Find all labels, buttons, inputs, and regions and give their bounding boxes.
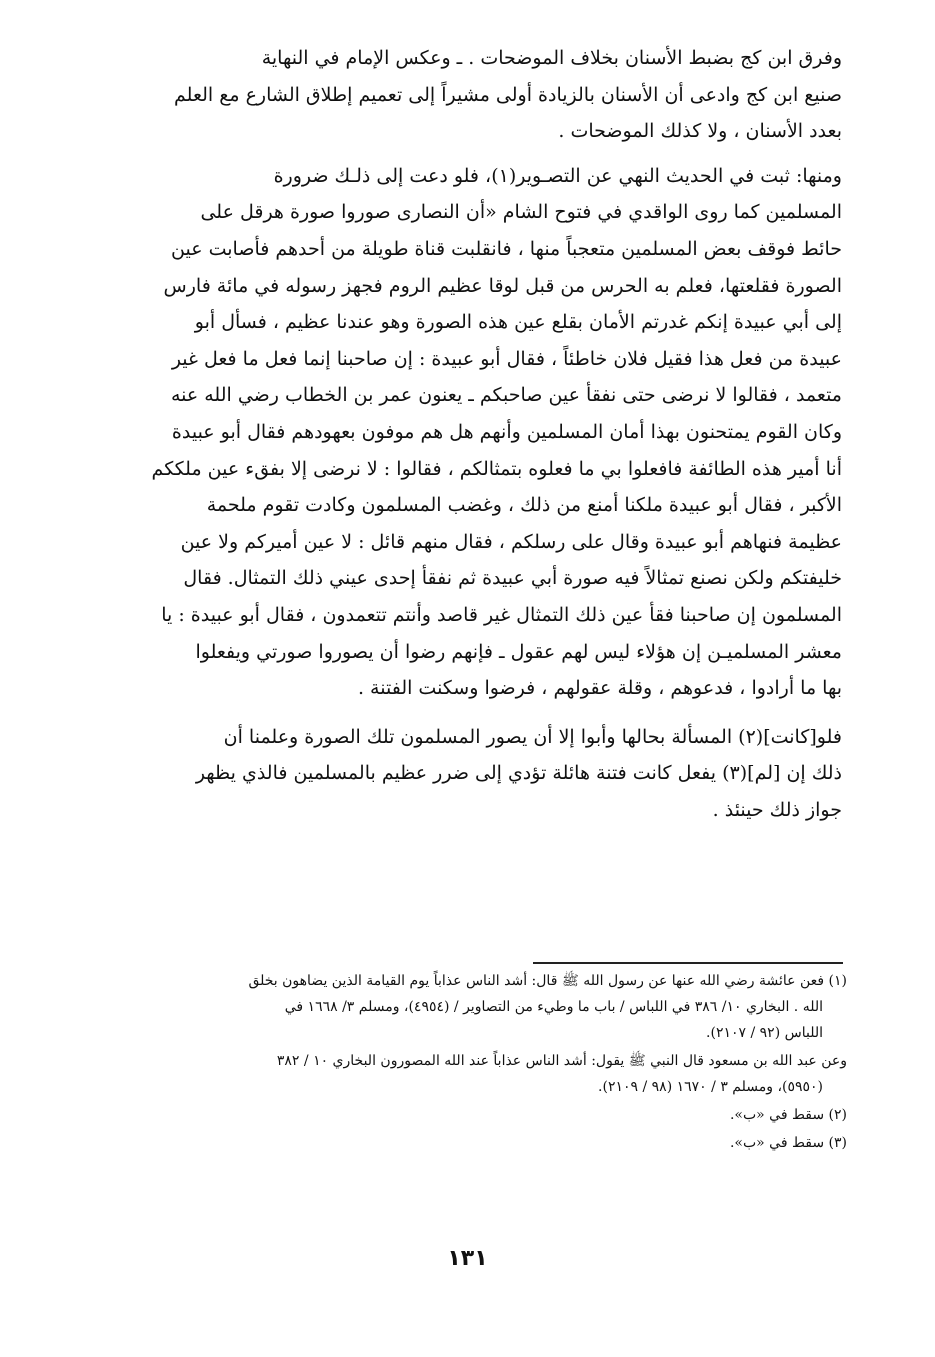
text-line: جواز ذلك حينئذ . [712,798,842,821]
footnote-line: (٣) سقط في «ب». [729,1135,847,1151]
text-line: إلى أبي عبيدة إنكم غدرتم الأمان بقلع عين هذه الصورة وهو عندنا عظيم ، فسأل أبو [194,311,842,334]
footnote-line: اللباس (٩٢ / ٢١٠٧). [706,1025,823,1041]
text-line: عظيمة فنهاهم أبو عبيدة وقال على رسلكم ، فقال منهم قائل : لا عين أميركم ولا عين [180,530,842,553]
footnote-3 [102,1130,847,1156]
main-text [102,40,842,840]
paragraph-3 [102,719,842,829]
text-line: وفرق ابن كج بضبط الأسنان بخلاف الموضحات . ـ وعكس الإمام في النهاية [261,47,842,69]
footnote-line: (٥٩٥٠)، ومسلم ٣ / ١٦٧٠ (٩٨ / ٢١٠٩). [598,1079,823,1095]
text-line: أنا أمير هذه الطائفة فافعلوا بي ما فعلوه بتمثالكم ، فقالوا : لا نرضى إلا بفقء عين ملككم [151,457,842,480]
text-line: وكان القوم يمتحنون بهذا أمان المسلمين وأنهم هل هم موفون بعهودهم فقال أبو عبيدة [171,420,842,443]
footnote-line: الله . البخاري ١٠/ ٣٨٦ في اللباس / باب ما وطيء من التصاوير / (٤٩٥٤)، ومسلم ٣/ ١٦٦٨ في [284,999,823,1015]
text-line: حائط فوقف بعض المسلمين متعجباً منها ، فانقلبت قناة طويلة من أحدهم فأصابت عين [171,237,842,260]
text-line: ذلك إن [لم](٣) يفعل كانت فتنة هائلة تؤدي إلى ضرر عظيم بالمسلمين فالذي يظهر [195,762,842,785]
footnote-line: (١) فعن عائشة رضي الله عنها عن رسول الله ﷺ قال: أشد الناس عذاباً يوم القيامة الذين يضاهون بخلق [248,973,847,989]
footnote-separator [533,962,843,964]
text-line: ومنها: ثبت في الحديث النهي عن التصـوير(١)، فلو دعت إلى ذلـك ضرورة [273,164,842,187]
text-line: المسلمون إن صاحبنا فقأ عين ذلك التمثال غير قاصد وأنتم تتعمدون ، فقال أبو عبيدة : يا [161,603,842,626]
footnote-line: وعن عبد الله بن مسعود قال النبي ﷺ يقول: أشد الناس عذاباً عند الله المصورون البخاري ١٠ / ٣٨٢ [276,1053,847,1069]
footnote-1 [102,968,847,1046]
paragraph-1 [102,40,842,150]
footnotes [102,968,847,1158]
text-line: بعدد الأسنان ، ولا كذلك الموضحات . [558,120,842,143]
text-line: صنيع ابن كج وادعى أن الأسنان بالزيادة أولى مشيراً إلى تعميم إطلاق الشارع مع العلم [174,83,842,106]
text-line: المسلمين كما روى الواقدي في فتوح الشام «أن النصارى صوروا صورة هرقل على [200,201,842,224]
footnote-line: (٢) سقط في «ب». [729,1107,847,1123]
paragraph-2 [102,158,842,707]
text-line: الصورة فقلعتها، فعلم به الحرس من قبل لوقا عظيم الروم فجهز رسوله في مائة فارس [163,274,842,297]
page-number: ١٣١ [447,1246,488,1271]
text-line: عبيدة من فعل هذا فقيل فلان خاطئاً ، فقال أبو عبيدة : إن صاحبنا إنما فعل ما فعل غير [171,347,842,370]
text-line: بها ما أرادوا ، فدعوهم ، وقلة عقولهم ، فرضوا وسكنت الفتنة . [357,677,842,700]
footnote-2 [102,1102,847,1128]
text-line: معشر المسلميـن إن هؤلاء ليس لهم عقول ـ فإنهم رضوا أن يصوروا صورتي ويفعلوا [195,640,842,663]
text-line: خليفتكم ولكن نصنع تمثالاً فيه صورة أبي عبيدة ثم نفقأ إحدى عيني ذلك التمثال. فقال [183,567,842,590]
text-line: الأكبر ، فقال أبو عبيدة ملكنا أمنع من ذلك ، وغضب المسلمون وكادت تقوم ملحمة [206,494,842,517]
text-line: فلو[كانت](٢) المسألة بحالها وأبوا إلا أن يصور المسلمون تلك الصورة وعلمنا أن [223,725,842,748]
text-line: متعمد ، فقالوا لا نرضى حتى نفقأ عين صاحبكم ـ يعنون عمر بن الخطاب رضي الله عنه [170,384,842,407]
footnote-1-continued [102,1048,847,1100]
